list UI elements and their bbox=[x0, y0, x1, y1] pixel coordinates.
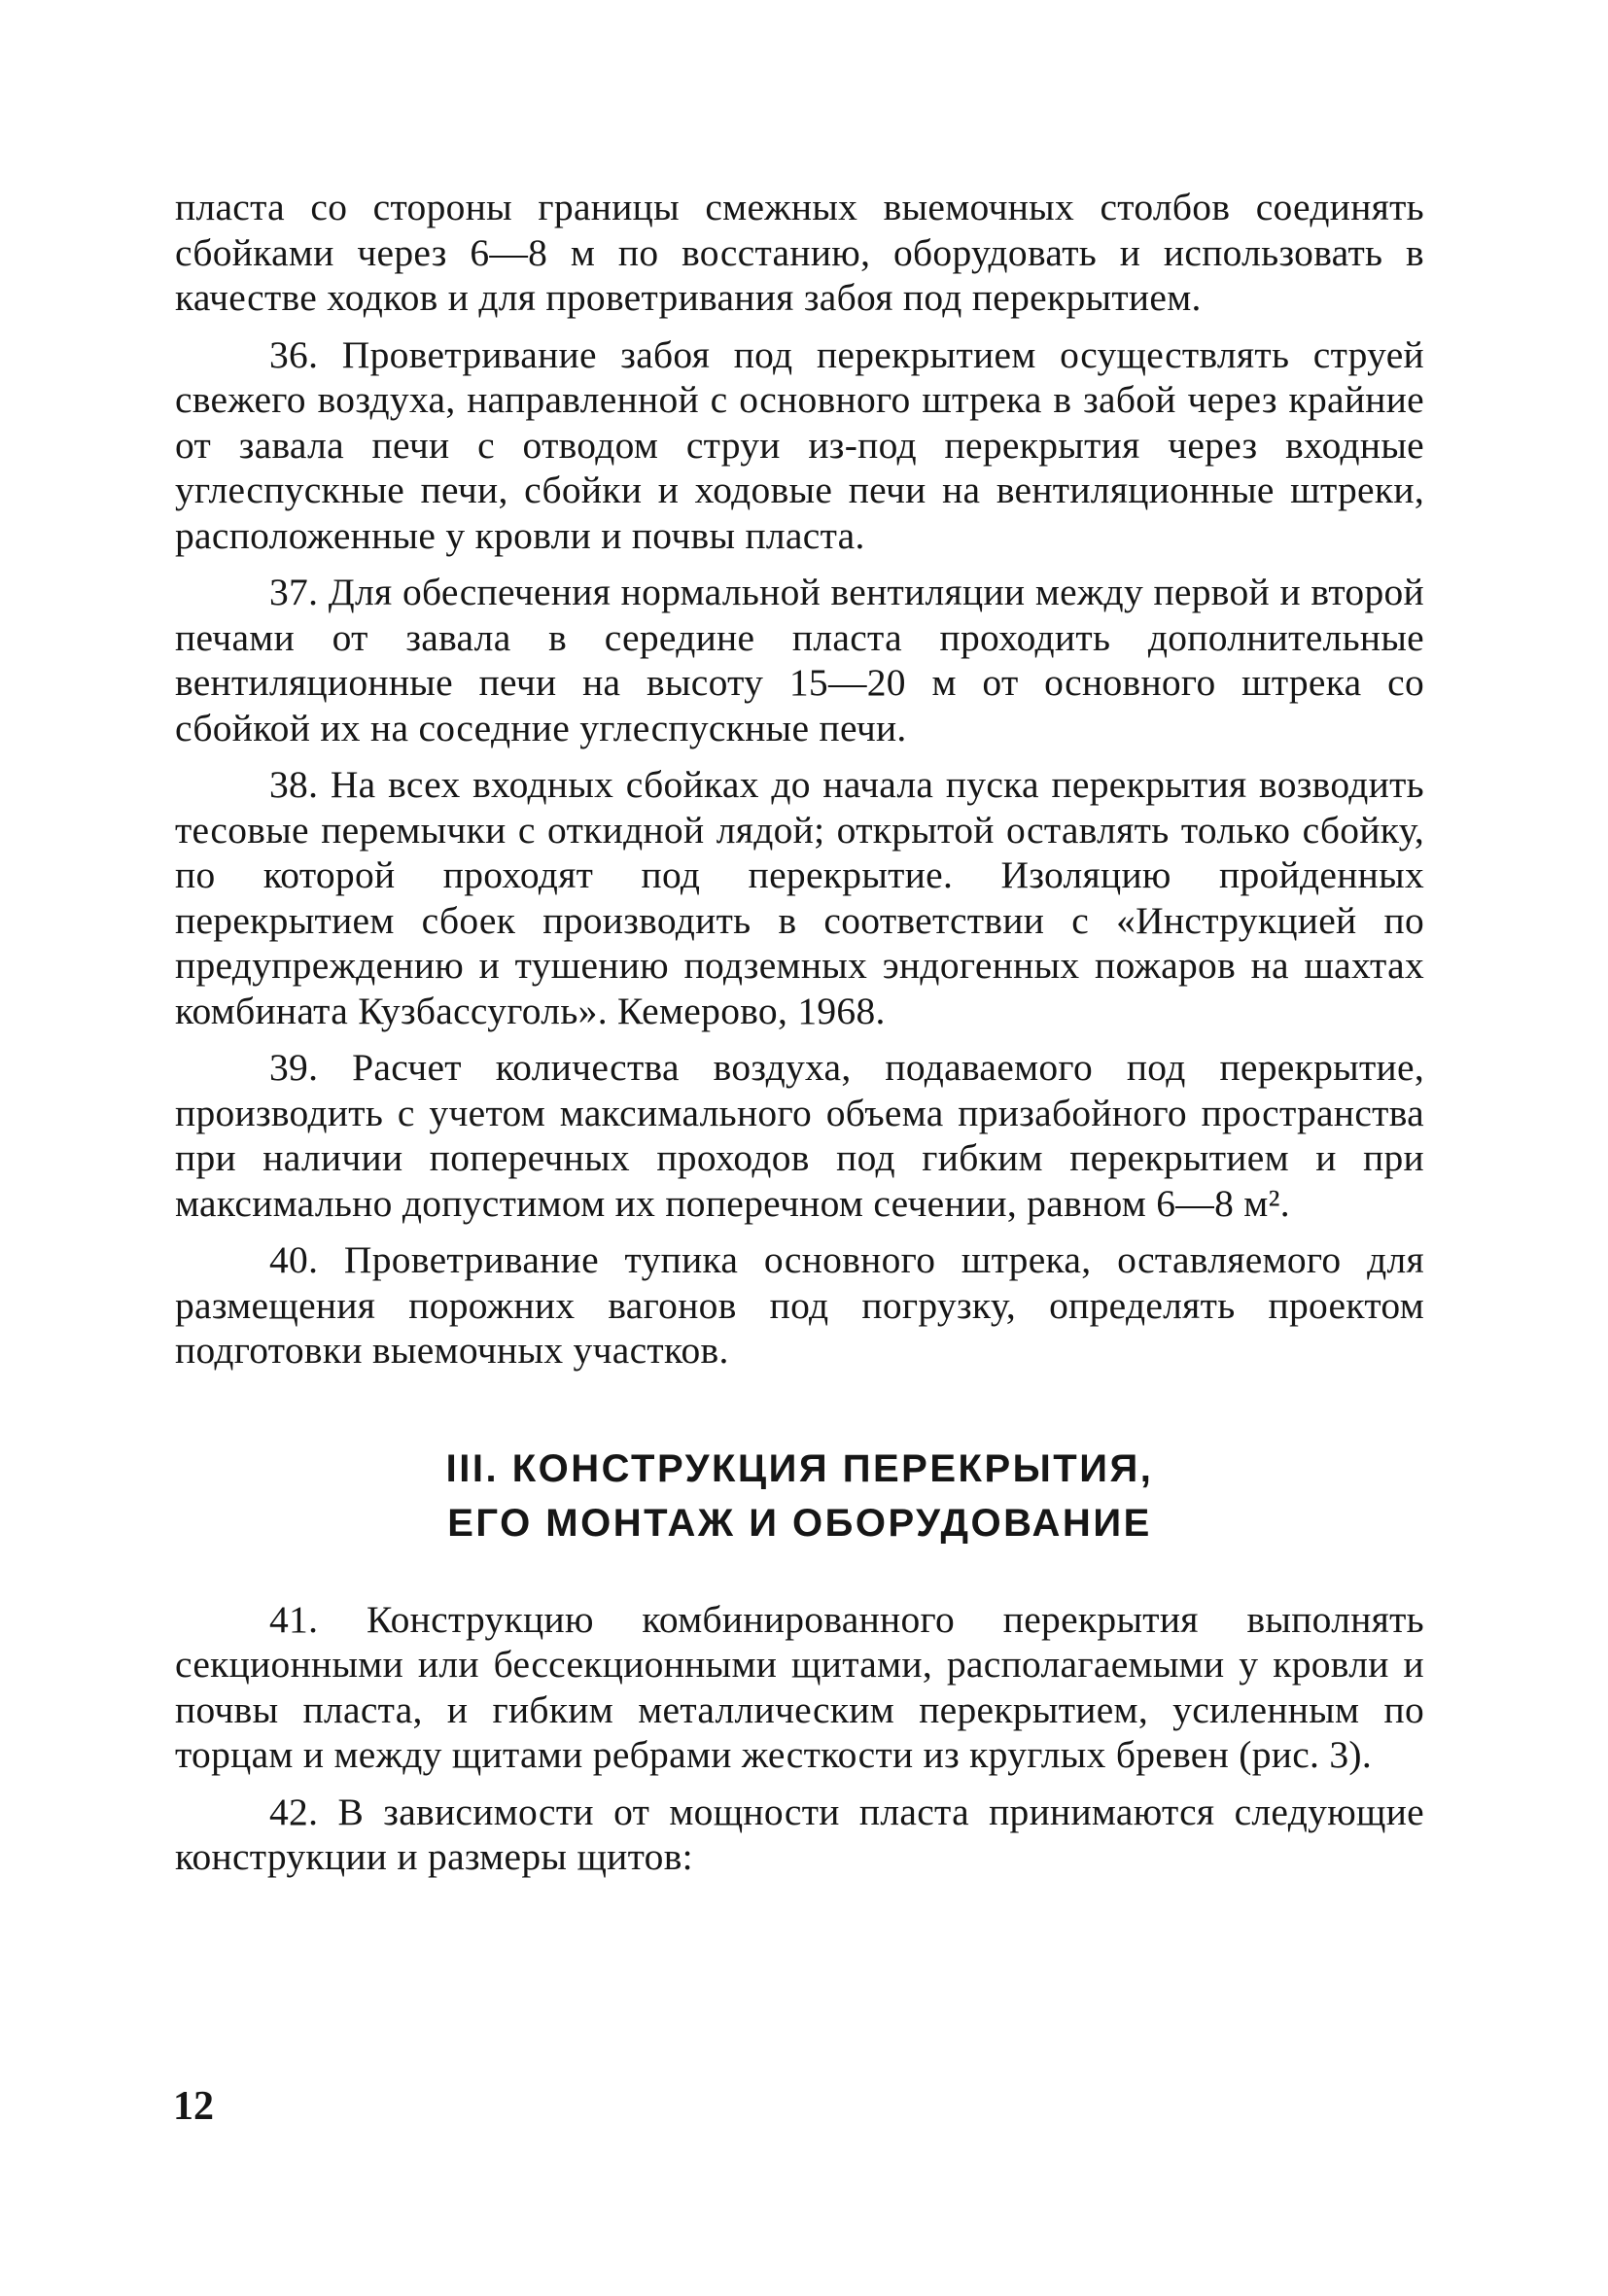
page-body bbox=[175, 185, 1424, 1880]
section-heading-line-2: ЕГО МОНТАЖ И ОБОРУДОВАНИЕ bbox=[447, 1501, 1152, 1545]
paragraph-42: 42. В зависимости от мощности пласта принимаются следующие конструкции и размеры щитов: bbox=[175, 1790, 1424, 1878]
paragraph-41: 41. Конструкцию комбинированного перекрытия выполнять секционными или бессекционными щитами, располагаемыми у кровли и почвы пласта, и гибким металлическим перекрытием, усиленным по торцам и между щитами ребрами жесткости из круглых бревен (рис. 3). bbox=[175, 1597, 1424, 1776]
section-heading bbox=[175, 1442, 1424, 1550]
paragraph-37: 37. Для обеспечения нормальной вентиляции между первой и второй печами от завала в середине пласта проходить дополнительные вентиляционные печи на высоту 15—20 м от основного штрека со сбойкой их на соседние углеспускные печи. bbox=[175, 571, 1424, 749]
paragraph-35-continuation: пласта со стороны границы смежных выемочных столбов соединять сбойками через 6—8 м по восстанию, оборудовать и использовать в качестве ходков и для проветривания забоя под перекрытием. bbox=[175, 186, 1424, 319]
paragraph-38: 38. На всех входных сбойках до начала пуска перекрытия возводить тесовые перемычки с откидной лядой; открытой оставлять только сбойку, по которой проходят под перекрытие. Изоляцию пройденных перекрытием сбоек производить в соответствии с «Инструкцией по предупреждению и тушению подземных эндогенных пожаров на шахтах комбината Кузбассуголь». Кемерово, 1968. bbox=[175, 763, 1424, 1032]
paragraph-36: 36. Проветривание забоя под перекрытием осуществлять струей свежего воздуха, направленной с основного штрека в забой через крайние от завала печи с отводом струи из-под перекрытия через входные углеспускные печи, сбойки и ходовые печи на вентиляционные штреки, расположенные у кровли и почвы пласта. bbox=[175, 332, 1424, 557]
section-heading-line-1: III. КОНСТРУКЦИЯ ПЕРЕКРЫТИЯ, bbox=[445, 1446, 1154, 1490]
paragraph-39: 39. Расчет количества воздуха, подаваемого под перекрытие, производить с учетом максимального объема призабойного пространства при наличии поперечных проходов под гибким перекрытием и при максимально допустимом их поперечном сечении, равном 6—8 м². bbox=[175, 1046, 1424, 1225]
page-number: 12 bbox=[173, 2084, 214, 2129]
paragraph-40: 40. Проветривание тупика основного штрека, оставляемого для размещения порожних вагонов под погрузку, определять проектом подготовки выемочных участков. bbox=[175, 1238, 1424, 1372]
